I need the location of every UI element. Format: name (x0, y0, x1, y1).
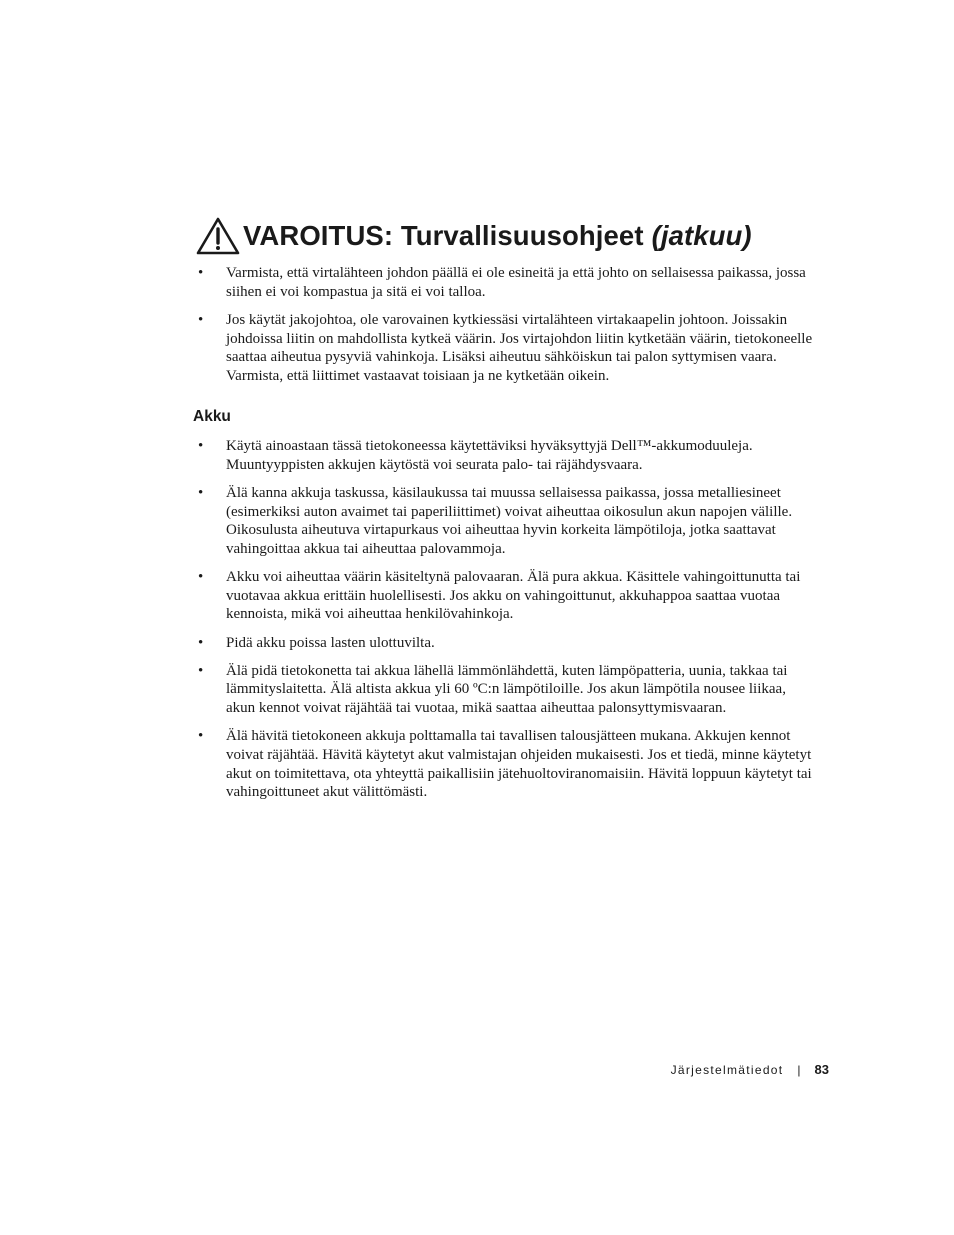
bullet-dot: • (198, 311, 204, 328)
bullet-dot: • (198, 265, 204, 281)
heading-title-continued: (jatkuu) (651, 220, 752, 251)
list-item (198, 662, 813, 718)
page-number: 83 (814, 1062, 829, 1077)
section-heading-akku: Akku (193, 408, 231, 425)
warning-triangle-icon (196, 216, 240, 256)
list-item-text: Älä kanna akkuja taskussa, käsilaukussa tai muussa sellaisessa paikassa, jossa metalliesineet (esimerkiksi auton avaimet tai paperiliittimet) voivat aiheuttaa oikosulun akun napojen välille. Oikosulusta aiheutuva virtapurkaus voi aiheuttaa hyvin korkeita lämpötiloja, jotka saattavat vahingoittaa akkua tai aiheuttaa palovammoja. (226, 484, 793, 557)
list-item (198, 484, 813, 559)
bullet-dot: • (198, 484, 204, 501)
heading-title-main: VAROITUS: Turvallisuusohjeet (243, 220, 644, 251)
bullet-dot: • (198, 438, 204, 454)
list-item-text: Älä hävitä tietokoneen akkuja polttamalla tai tavallisen talousjätteen mukana. Akkujen kennot voivat räjähtää. Hävitä käytetyt akut valmistajan ohjeiden mukaisesti. Jos et tiedä, minne käytetyt akut on toimitettava, ota yhteyttä paikallisiin jätehuoltoviranomaisiin. Hävitä loppuun käytetyt tai vahingoittuneet akut välittömästi. (226, 728, 812, 801)
battery-bullet-list (198, 437, 813, 811)
list-item-text: Älä pidä tietokonetta tai akkua lähellä lämmönlähdettä, kuten lämpöpatteria, uunia, takkaa tai lämmityslaitetta. Älä altista akkua yli 60 ºC:n lämpötiloille. Jos akun lämpötila nousee liikaa, akun kennot voivat räjähtää tai vuotaa, mikä saattaa aiheuttaa palonsyttymisvaaran. (226, 662, 788, 716)
list-item-text: Varmista, että virtalähteen johdon päällä ei ole esineitä ja että johto on sellaisessa paikassa, jossa siihen ei voi kompastua ja sitä ei voi talloa. (226, 265, 806, 300)
bullet-dot: • (198, 634, 204, 651)
bullet-dot: • (198, 728, 204, 745)
list-item-text: Pidä akku poissa lasten ulottuvilta. (226, 634, 435, 651)
bullet-dot: • (198, 662, 204, 679)
list-item (198, 264, 813, 301)
footer-section-name: Järjestelmätiedot (670, 1063, 784, 1077)
footer-separator: | (797, 1063, 801, 1077)
safety-bullet-list (198, 264, 813, 395)
heading-title (243, 216, 752, 256)
list-item (198, 727, 813, 802)
bullet-dot: • (198, 569, 204, 585)
list-item (198, 568, 813, 624)
list-item-text: Akku voi aiheuttaa väärin käsiteltynä palovaaran. Älä pura akkua. Käsittele vahingoittunutta tai vuotavaa akkua erittäin huolellisesti. Jos akku on vahingoittunut, akkuhappoa saattaa vuotaa kennoista, mikä voi aiheuttaa henkilövahinkoja. (226, 569, 801, 623)
list-item (198, 634, 813, 653)
list-item (198, 437, 813, 474)
list-item-text: Käytä ainoastaan tässä tietokoneessa käytettäviksi hyväksyttyjä Dell™-akkumoduuleja. Muuntyyppisten akkujen käytöstä voi seurata palo- tai räjähdysvaara. (226, 438, 753, 473)
list-item (198, 311, 813, 386)
list-item-text: Jos käytät jakojohtoa, ole varovainen kytkiessäsi virtalähteen virtakaapelin johtoon. Joissakin johdoissa liitin on mahdollista kytkeä väärin. Jos virtajohdon liitin kytketään väärin, tietokoneelle saattaa aiheutua pysyviä vahinkoja. Lisäksi aiheutuu sähköiskun tai palon syttymisen vaara. Varmista, että liittimet vastaavat toisiaan ja ne kytketään oikein. (226, 311, 813, 384)
page-heading (196, 216, 752, 256)
page-footer (671, 1060, 829, 1080)
